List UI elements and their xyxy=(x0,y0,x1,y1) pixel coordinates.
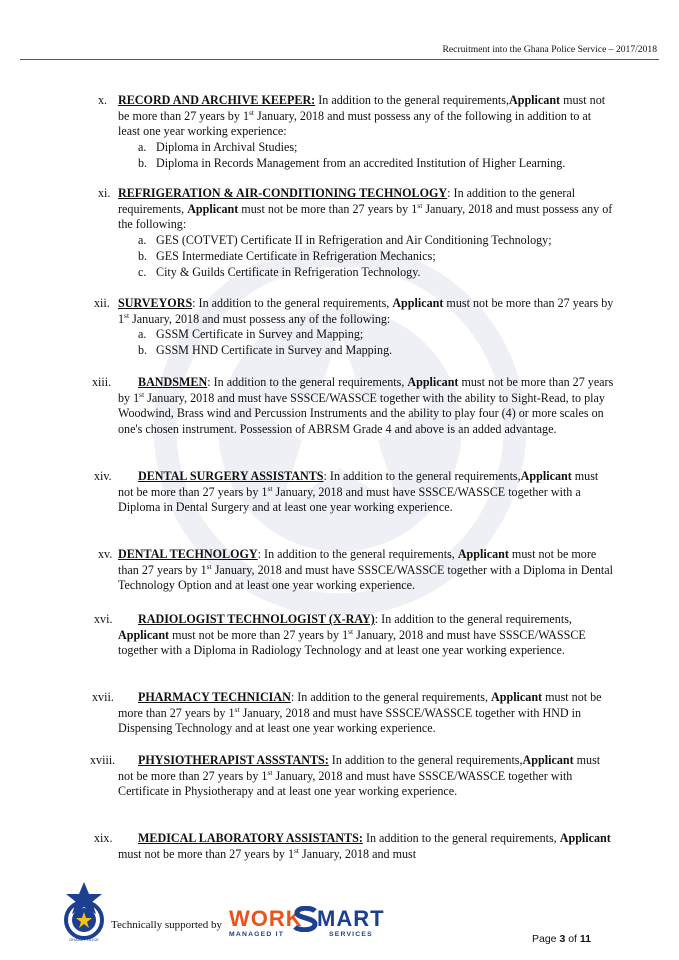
requirement-detail: January, 2018 and must xyxy=(299,846,417,861)
age-requirement: must not be more than 27 years by xyxy=(118,469,599,499)
qualification-list xyxy=(118,140,615,171)
brand-left: WORK xyxy=(229,906,303,931)
qualification-item xyxy=(138,327,615,343)
item-paragraph xyxy=(118,93,615,140)
qualification-text: City & Guilds Certificate in Refrigeration Technology. xyxy=(156,264,421,279)
qualification-text: GES (COTVET) Certificate II in Refrigeration and Air Conditioning Technology; xyxy=(156,233,552,248)
brand-sub-left: MANAGED IT xyxy=(229,931,285,938)
age-requirement: must not be more than 27 years by xyxy=(169,627,343,642)
technical-support-label: Technically supported by xyxy=(111,919,223,931)
item-intro: : In addition to the general requirements, xyxy=(323,469,521,483)
requirement-detail: January, 2018 and must possess any of the following: xyxy=(129,311,391,326)
requirement-detail: January, 2018 and must have SSSCE/WASSCE together with a Diploma in Dental Technology Option and at least one year working experience. xyxy=(118,562,613,593)
item-intro: : In addition to the general requirements, xyxy=(290,690,492,704)
item-number: xiv. xyxy=(94,469,112,483)
requirement-item xyxy=(118,547,615,594)
page-label: Page xyxy=(532,933,560,945)
item-title: BANDSMEN xyxy=(138,375,208,389)
item-title: SURVEYORS xyxy=(118,296,193,310)
date-day: 1 xyxy=(261,768,268,783)
qualification-list xyxy=(118,233,615,280)
item-intro: : In addition to the general requirements, xyxy=(207,375,408,389)
age-requirement: must not be more than 27 years by xyxy=(238,201,412,216)
item-number: xviii. xyxy=(90,753,116,767)
item-title: REFRIGERATION & AIR-CONDITIONING TECHNOLOGY xyxy=(118,186,448,200)
date-day: 1 xyxy=(118,311,125,326)
item-intro: In addition to the general requirements, xyxy=(362,831,560,845)
requirement-detail: January, 2018 and must possess any of the following in addition to at least one year working experience: xyxy=(118,108,592,139)
qualification-list xyxy=(118,327,615,358)
qualification-text: GSSM HND Certificate in Survey and Mapping. xyxy=(156,343,393,358)
age-requirement: must not be more than 27 years by xyxy=(118,690,602,720)
requirement-item xyxy=(118,612,615,659)
qualification-letter: a. xyxy=(138,233,147,248)
qualification-text: GSSM Certificate in Survey and Mapping; xyxy=(156,327,364,342)
item-title: DENTAL SURGERY ASSISTANTS xyxy=(138,469,324,483)
requirement-item xyxy=(118,375,615,438)
date-suffix: st xyxy=(234,704,240,714)
date-suffix: st xyxy=(248,107,254,117)
requirement-item xyxy=(118,93,615,172)
age-requirement: must not be more than 27 years by xyxy=(118,375,614,405)
requirement-item xyxy=(118,690,615,737)
item-title: PHYSIOTHERAPIST ASSSTANTS: xyxy=(138,753,329,767)
date-suffix: st xyxy=(206,561,212,571)
qualification-letter: b. xyxy=(138,248,148,263)
date-day: 1 xyxy=(228,705,235,720)
item-intro: In addition to the general requirements, xyxy=(315,93,509,107)
age-requirement: must not be more than 27 years by xyxy=(118,846,288,861)
worksmart-logo xyxy=(229,906,405,946)
item-paragraph xyxy=(118,469,615,516)
item-paragraph xyxy=(118,296,615,327)
item-paragraph xyxy=(118,612,615,659)
item-paragraph xyxy=(118,547,615,594)
applicant-word: Applicant xyxy=(407,375,459,389)
qualification-letter: b. xyxy=(138,155,148,170)
logo-text: GHANA POLICE xyxy=(69,937,99,942)
item-paragraph xyxy=(118,690,615,737)
item-title: MEDICAL LABORATORY ASSISTANTS: xyxy=(138,831,363,845)
date-day: 1 xyxy=(261,484,268,499)
qualification-text: Diploma in Archival Studies; xyxy=(156,140,298,155)
item-title: RADIOLOGIST TECHNOLOGIST (X-RAY) xyxy=(138,612,375,626)
age-requirement: must not be more than 27 years by xyxy=(118,547,597,577)
requirement-item xyxy=(118,186,615,280)
requirement-detail: January, 2018 and must have SSSCE/WASSCE together with a Diploma in Radiology Technology and at least one year working experience. xyxy=(118,627,586,658)
applicant-word: Applicant xyxy=(520,469,572,483)
item-number: xii. xyxy=(94,296,110,310)
item-number: xi. xyxy=(98,186,111,200)
requirement-detail: January, 2018 and must have SSSCE/WASSCE together with Certificate in Physiotherapy and at least one year working experience. xyxy=(118,768,573,799)
qualification-letter: b. xyxy=(138,343,148,358)
item-paragraph xyxy=(118,831,615,862)
requirement-detail: January, 2018 and must possess any of the following: xyxy=(118,201,613,232)
requirement-item xyxy=(118,469,615,516)
date-suffix: st xyxy=(267,767,273,777)
qualification-text: Diploma in Records Management from an accredited Institution of Higher Learning. xyxy=(156,155,566,170)
item-title: PHARMACY TECHNICIAN xyxy=(138,690,291,704)
age-requirement: must not be more than 27 years by xyxy=(118,753,601,783)
requirement-item xyxy=(118,296,615,359)
date-day: 1 xyxy=(200,562,207,577)
item-intro: : In addition to the general requirements, xyxy=(374,612,572,626)
qualification-item xyxy=(138,233,615,249)
age-requirement: must not be more than 27 years by xyxy=(443,296,614,310)
applicant-word: Applicant xyxy=(118,627,170,642)
requirement-detail: January, 2018 and must have SSSCE/WASSCE together with HND in Dispensing Technology and at least one year working experience. xyxy=(118,705,582,736)
brand-sub-right: SERVICES xyxy=(329,931,373,938)
item-intro: : In addition to the general requirements, xyxy=(118,186,576,216)
requirement-item xyxy=(118,831,615,862)
qualification-letter: a. xyxy=(138,140,147,155)
ghana-police-logo xyxy=(56,880,112,942)
item-number: xvii. xyxy=(92,690,114,704)
applicant-word: Applicant xyxy=(559,831,611,845)
item-intro: : In addition to the general requirements, xyxy=(257,547,458,561)
item-number: xv. xyxy=(98,547,113,561)
date-suffix: st xyxy=(417,200,423,210)
qualification-item xyxy=(138,156,615,172)
item-paragraph xyxy=(118,186,615,233)
date-suffix: st xyxy=(348,626,354,636)
item-number: x. xyxy=(98,93,108,107)
qualification-item xyxy=(138,140,615,156)
applicant-word: Applicant xyxy=(457,547,509,561)
item-intro: : In addition to the general requirements, xyxy=(192,296,393,310)
item-paragraph xyxy=(118,375,615,438)
age-requirement: must not be more than 27 years by xyxy=(118,93,606,123)
date-suffix: st xyxy=(267,483,273,493)
header-rule xyxy=(20,59,659,60)
qualification-item xyxy=(138,249,615,265)
brand-right: MART xyxy=(317,906,385,931)
item-number: xvi. xyxy=(94,612,113,626)
qualification-text: GES Intermediate Certificate in Refrigeration Mechanics; xyxy=(156,248,436,263)
date-suffix: st xyxy=(124,310,130,320)
item-title: DENTAL TECHNOLOGY xyxy=(118,547,258,561)
date-day: 1 xyxy=(133,390,140,405)
qualification-item xyxy=(138,265,615,281)
requirement-item xyxy=(118,753,615,800)
page-of: of xyxy=(565,933,580,945)
requirement-detail: January, 2018 and must have SSSCE/WASSCE together with the ability to Sight-Read, to play Woodwind, Brass wind and Percussion Instruments and the ability to play four (4) or more scales on one's chosen instrument. Possession of ABRSM Grade 4 and above is an added advantage. xyxy=(118,390,605,437)
applicant-word: Applicant xyxy=(522,753,574,767)
date-suffix: st xyxy=(294,845,300,855)
date-day: 1 xyxy=(342,627,349,642)
page-total: 11 xyxy=(579,933,591,945)
date-day: 1 xyxy=(242,108,249,123)
requirement-detail: January, 2018 and must have SSSCE/WASSCE together with a Diploma in Dental Surgery and at least one year working experience. xyxy=(118,484,581,515)
qualification-letter: c. xyxy=(138,264,147,279)
applicant-word: Applicant xyxy=(392,296,444,310)
item-number: xix. xyxy=(94,831,113,845)
item-intro: In addition to the general requirements, xyxy=(328,753,523,767)
qualification-item xyxy=(138,343,615,359)
item-number: xiii. xyxy=(92,375,112,389)
date-day: 1 xyxy=(287,846,294,861)
date-day: 1 xyxy=(411,201,418,216)
applicant-word: Applicant xyxy=(509,93,561,107)
qualification-letter: a. xyxy=(138,327,147,342)
date-suffix: st xyxy=(139,389,145,399)
applicant-word: Applicant xyxy=(491,690,543,704)
item-paragraph xyxy=(118,753,615,800)
page-current: 3 xyxy=(559,933,566,945)
item-title: RECORD AND ARCHIVE KEEPER: xyxy=(118,93,316,107)
page-number xyxy=(532,933,591,945)
applicant-word: Applicant xyxy=(187,201,239,216)
running-header: Recruitment into the Ghana Police Service – 2017/2018 xyxy=(442,44,657,55)
